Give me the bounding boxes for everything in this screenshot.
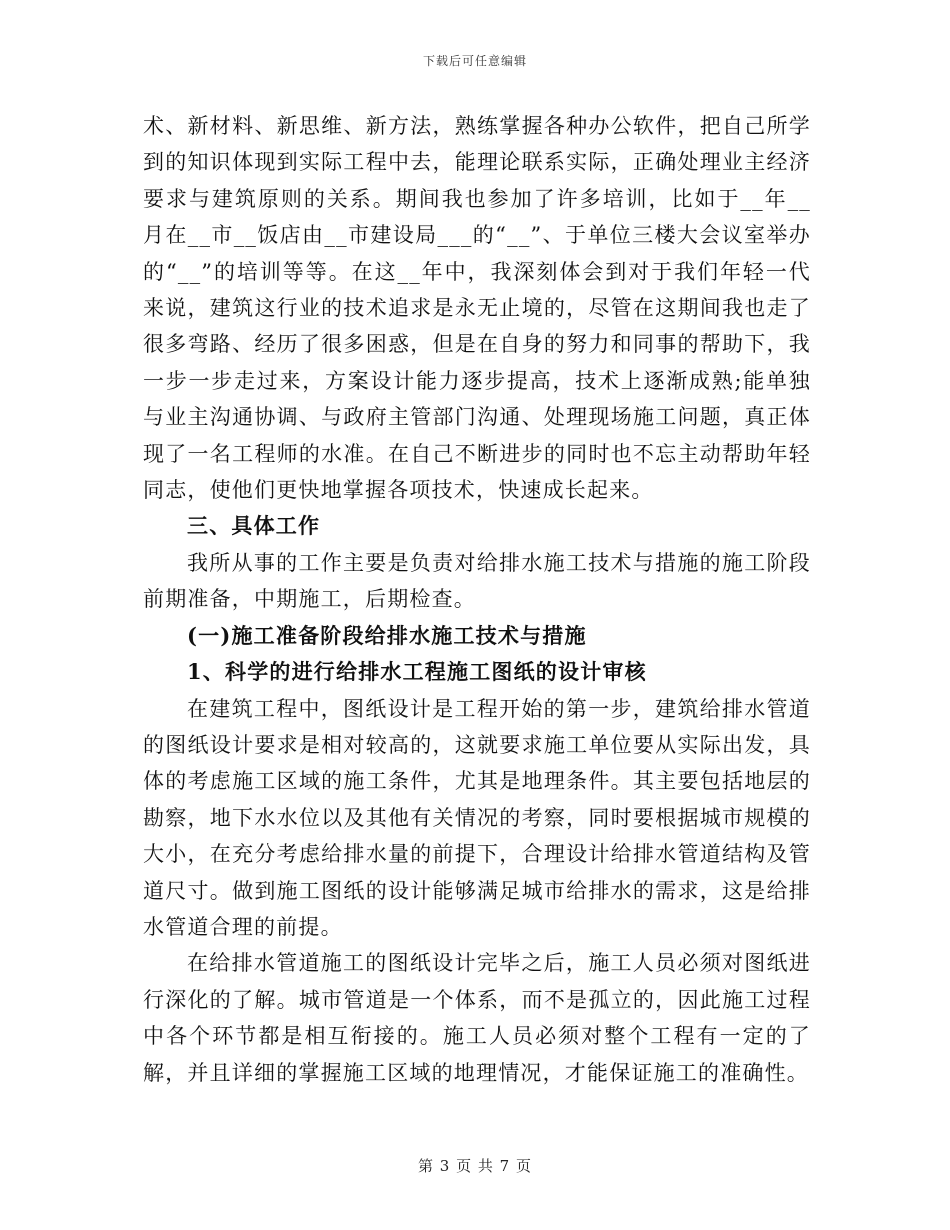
subsection-heading-1: (一)施工准备阶段给排水施工技术与措施 [187, 622, 587, 648]
page-header: 下载后可任意编辑 [422, 54, 527, 68]
item-heading-1: 1、科学的进行给排水工程施工图纸的设计审核 [187, 659, 647, 685]
paragraph-3: 在建筑工程中，图纸设计是工程开始的第一步，建筑给排水管道的图纸设计要求是相对较高的，这就要求施工单位要从实际出发，具体的考虑施工区域的施工条件，尤其是地理条件。其主要包括地层的勘察，地下水水位以及其他有关情况的考察，同时要根据城市规模的大小，在充分考虑给排水量的前提下，合理设计给排水管道结构及管道尺寸。做到施工图纸的设计能够满足城市给排水的需求，这是给排水管道合理的前提。 [143, 696, 811, 939]
section-heading-3: 三、具体工作 [187, 513, 321, 539]
document-body [143, 108, 811, 1091]
paragraph-4: 在给排水管道施工的图纸设计完毕之后，施工人员必须对图纸进行深化的了解。城市管道是一个体系，而不是孤立的，因此施工过程中各个环节都是相互衔接的。施工人员必须对整个工程有一定的了解，并且详细的掌握施工区域的地理情况，才能保证施工的准确性。 [143, 951, 811, 1085]
page-number: 第 3 页 共 7 页 [418, 1157, 532, 1175]
paragraph-2: 我所从事的工作主要是负责对给排水施工技术与措施的施工阶段前期准备，中期施工，后期检查。 [143, 550, 811, 612]
paragraph-1: 术、新材料、新思维、新方法，熟练掌握各种办公软件，把自己所学到的知识体现到实际工程中去，能理论联系实际，正确处理业主经济要求与建筑原则的关系。期间我也参加了许多培训，比如于__年__月在__市__饭店由__市建设局___的“__”、于单位三楼大会议室举办的“__”的培训等等。在这__年中，我深刻体会到对于我们年轻一代来说，建筑这行业的技术追求是永无止境的，尽管在这期间我也走了很多弯路、经历了很多困惑，但是在自身的努力和同事的帮助下，我一步一步走过来，方案设计能力逐步提高，技术上逐渐成熟;能单独与业主沟通协调、与政府主管部门沟通、处理现场施工问题，真正体现了一名工程师的水准。在自己不断进步的同时也不忘主动帮助年轻同志，使他们更快地掌握各项技术，快速成长起来。 [143, 114, 811, 503]
